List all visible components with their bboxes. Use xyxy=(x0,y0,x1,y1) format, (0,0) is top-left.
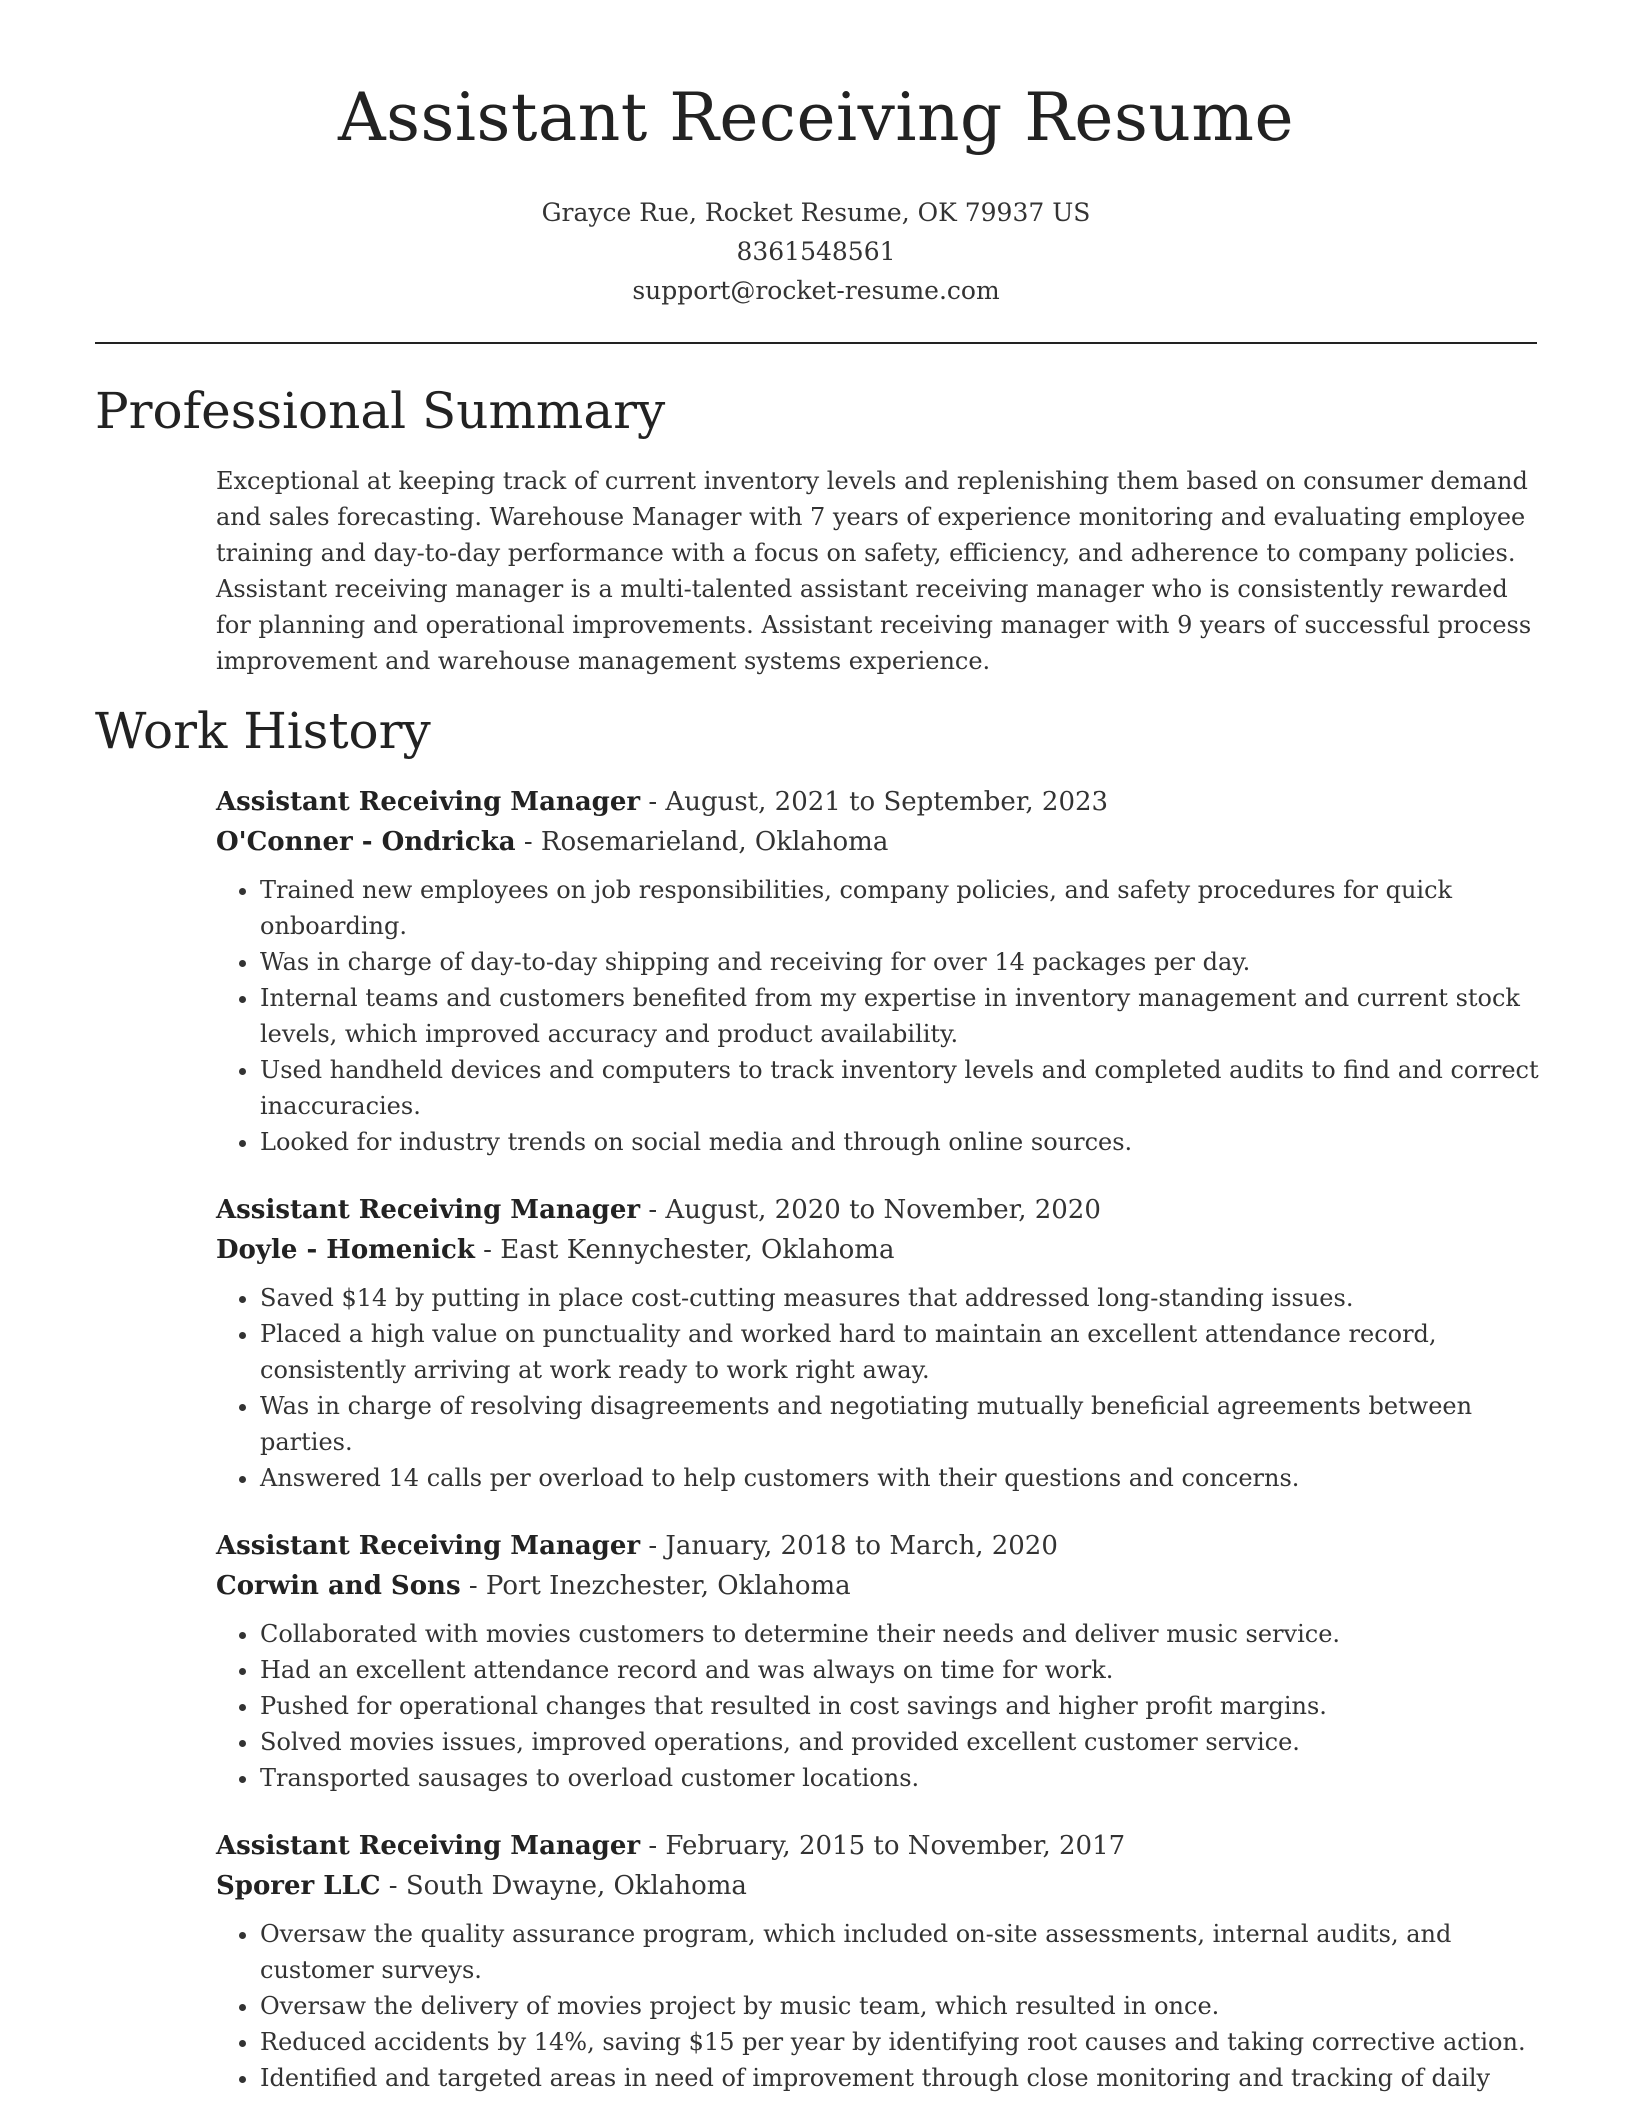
job-entry xyxy=(216,782,1546,1160)
job-bullet: • Identified and targeted areas in need of improvement through close monitoring and tracking of daily xyxy=(260,2060,1546,2096)
job-bullet: • Transported sausages to overload customer locations. xyxy=(260,1760,1546,1796)
job-bullet: • Looked for industry trends on social media and through online sources. xyxy=(260,1124,1546,1160)
job-bullet: • Trained new employees on job responsibilities, company policies, and safety procedures for quick onboarding. xyxy=(260,872,1546,944)
work-history-list xyxy=(216,782,1546,2112)
work-history-heading: Work History xyxy=(95,702,431,760)
job-bullet: • Collaborated with movies customers to determine their needs and deliver music service. xyxy=(260,1616,1546,1652)
summary-heading: Professional Summary xyxy=(95,382,666,440)
job-bullet: • Reduced accidents by 14%, saving $15 per year by identifying root causes and taking corrective action. xyxy=(260,2024,1546,2060)
job-bullet: • Internal teams and customers benefited from my expertise in inventory management and current stock levels, which improved accuracy and product availability. xyxy=(260,980,1546,1052)
job-bullet: • Used handheld devices and computers to track inventory levels and completed audits to find and correct inaccuracies. xyxy=(260,1052,1546,1124)
job-dates: - February, 2015 to November, 2017 xyxy=(640,1831,1126,1861)
job-company-line xyxy=(216,1866,1546,1906)
job-company: O'Conner - Ondricka xyxy=(216,827,516,857)
job-company: Sporer LLC xyxy=(216,1871,381,1901)
summary-text: Exceptional at keeping track of current inventory levels and replenishing them based on consumer demand and sales forecasting. Warehouse Manager with 7 years of experience monitoring and evaluating employee training and day-to-day performance with a focus on safety, efficiency, and adherence to company policies. Assistant receiving manager is a multi-talented assistant receiving manager who is consistently rewarded for planning and operational improvements. Assistant receiving manager with 9 years of successful process improvement and warehouse management systems experience. xyxy=(216,467,1532,675)
resume-title: Assistant Receiving Resume xyxy=(337,79,1295,156)
job-bullet: • Saved $14 by putting in place cost-cutting measures that addressed long-standing issues. xyxy=(260,1280,1546,1316)
contact-phone: 8361548561 xyxy=(736,237,896,266)
job-bullets xyxy=(216,1280,1546,1496)
job-title: Assistant Receiving Manager xyxy=(216,1831,641,1861)
contact-email: support@rocket-resume.com xyxy=(632,276,1000,305)
job-bullet: • Had an excellent attendance record and was always on time for work. xyxy=(260,1652,1546,1688)
job-bullet: • Pushed for operational changes that resulted in cost savings and higher profit margins. xyxy=(260,1688,1546,1724)
job-entry xyxy=(216,1526,1546,1796)
job-title: Assistant Receiving Manager xyxy=(216,1195,641,1225)
job-title: Assistant Receiving Manager xyxy=(216,1531,641,1561)
job-company-line xyxy=(216,1230,1546,1270)
job-location: - Port Inezchester, Oklahoma xyxy=(460,1571,851,1601)
job-bullet: • Was in charge of day-to-day shipping and receiving for over 14 packages per day. xyxy=(260,944,1546,980)
job-bullet: • Oversaw the delivery of movies project by music team, which resulted in once. xyxy=(260,1988,1546,2024)
job-company-line xyxy=(216,1566,1546,1606)
job-location: - South Dwayne, Oklahoma xyxy=(380,1871,747,1901)
job-entry xyxy=(216,1190,1546,1496)
job-title-line xyxy=(216,1826,1546,1866)
job-bullet: • Oversaw the quality assurance program, which included on-site assessments, internal audits, and customer surveys. xyxy=(260,1916,1546,1988)
job-entry xyxy=(216,1826,1546,2096)
job-dates: - August, 2020 to November, 2020 xyxy=(640,1195,1101,1225)
job-bullet: • Was in charge of resolving disagreements and negotiating mutually beneficial agreements between parties. xyxy=(260,1388,1546,1460)
job-dates: - January, 2018 to March, 2020 xyxy=(640,1531,1058,1561)
job-title-line xyxy=(216,1190,1546,1230)
job-title-line xyxy=(216,1526,1546,1566)
job-bullets xyxy=(216,1616,1546,1796)
job-bullets xyxy=(216,872,1546,1160)
contact-block xyxy=(0,193,1632,310)
job-company-line xyxy=(216,822,1546,862)
job-title: Assistant Receiving Manager xyxy=(216,787,641,817)
job-dates: - August, 2021 to September, 2023 xyxy=(640,787,1109,817)
header-divider xyxy=(95,342,1537,344)
job-bullets xyxy=(216,1916,1546,2096)
job-bullet: • Placed a high value on punctuality and worked hard to maintain an excellent attendance record, consistently arriving at work ready to work right away. xyxy=(260,1316,1546,1388)
contact-address: Grayce Rue, Rocket Resume, OK 79937 US xyxy=(541,198,1091,227)
job-company: Doyle - Homenick xyxy=(216,1235,475,1265)
job-company: Corwin and Sons xyxy=(216,1571,461,1601)
job-location: - Rosemarieland, Oklahoma xyxy=(515,827,889,857)
job-location: - East Kennychester, Oklahoma xyxy=(474,1235,895,1265)
job-bullet: • Solved movies issues, improved operations, and provided excellent customer service. xyxy=(260,1724,1546,1760)
job-title-line xyxy=(216,782,1546,822)
job-bullet: • Answered 14 calls per overload to help customers with their questions and concerns. xyxy=(260,1460,1546,1496)
